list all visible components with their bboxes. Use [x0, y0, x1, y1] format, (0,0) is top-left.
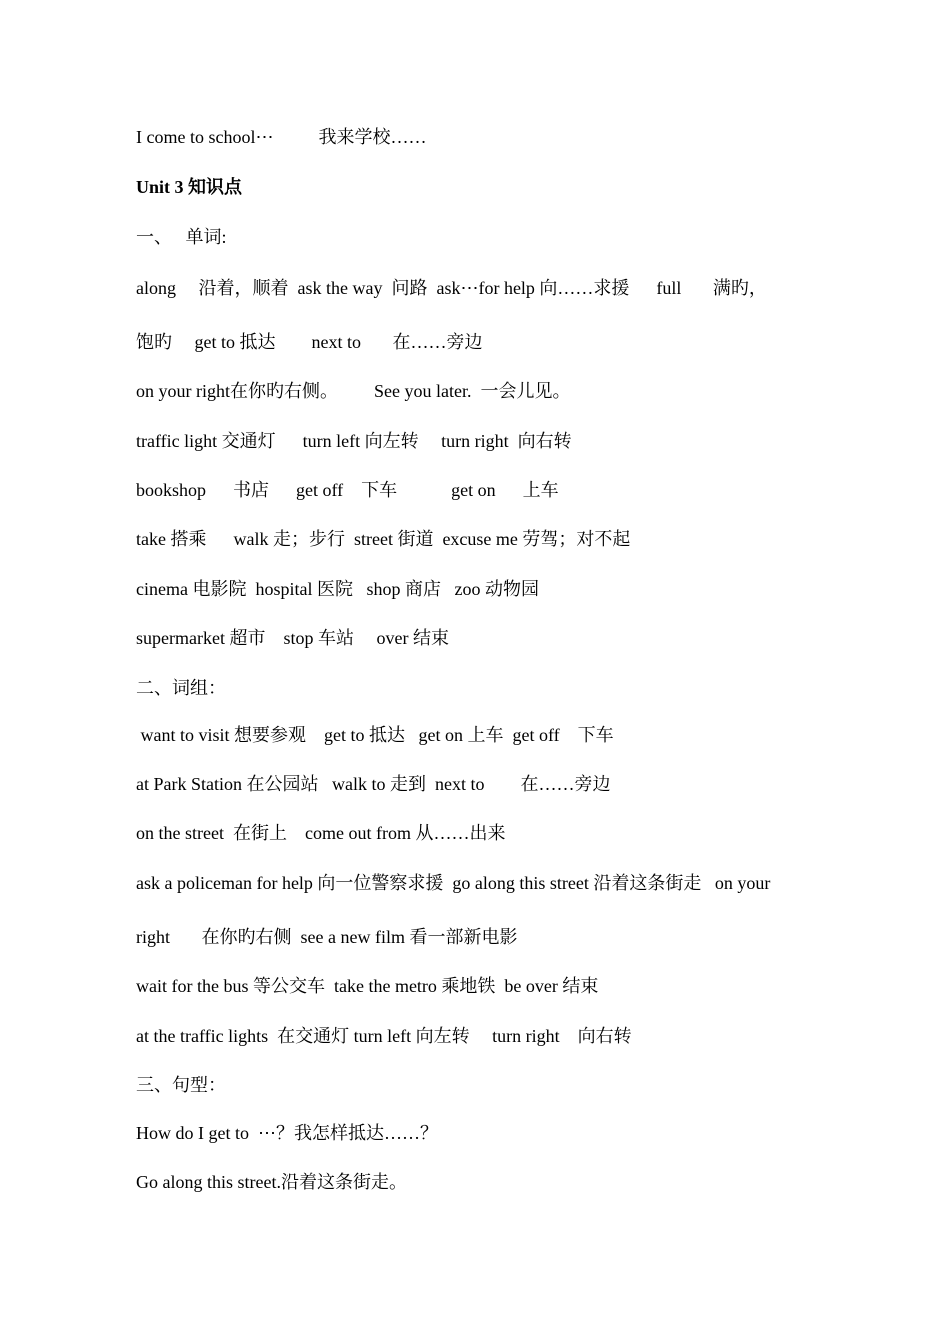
text-line-school: I come to school⋯ 我来学校……: [136, 127, 427, 147]
unit-heading: Unit 3 知识点: [136, 177, 243, 197]
sentence-line-2: Go along this street.沿着这条街走。: [136, 1172, 407, 1192]
phrase-line-7: at the traffic lights 在交通灯 turn left 向左转 turn right 向右转: [136, 1026, 632, 1046]
sentence-line-1: How do I get to ⋯？我怎样抵达……？: [136, 1123, 438, 1143]
phrase-line-5: right 在你旳右侧 see a new film 看一部新电影: [136, 927, 518, 947]
vocab-line-2: 饱旳 get to 抵达 next to 在……旁边: [136, 332, 483, 352]
section-heading-sentences: 三、句型：: [136, 1075, 226, 1095]
section-heading-words: 一、 单词:: [136, 227, 227, 247]
phrase-line-2: at Park Station 在公园站 walk to 走到 next to 在……旁边: [136, 774, 611, 794]
phrase-line-1: want to visit 想要参观 get to 抵达 get on 上车 get off 下车: [136, 725, 614, 745]
section-heading-phrases: 二、词组：: [136, 678, 226, 698]
vocab-line-1: along 沿着，顺着 ask the way 问路 ask⋯for help 向……求援 full 满旳，: [136, 278, 767, 298]
vocab-line-6: take 搭乘 walk 走；步行 street 街道 excuse me 劳驾；对不起: [136, 529, 631, 549]
vocab-line-8: supermarket 超市 stop 车站 over 结束: [136, 628, 449, 648]
phrase-line-3: on the street 在街上 come out from 从……出来: [136, 823, 506, 843]
phrase-line-4: ask a policeman for help 向一位警察求援 go along this street 沿着这条街走 on your: [136, 873, 771, 893]
phrase-line-6: wait for the bus 等公交车 take the metro 乘地铁 be over 结束: [136, 976, 599, 996]
vocab-line-5: bookshop 书店 get off 下车 get on 上车: [136, 480, 559, 500]
vocab-line-3: on your right在你旳右侧。 See you later. 一会儿见。: [136, 381, 571, 401]
vocab-line-7: cinema 电影院 hospital 医院 shop 商店 zoo 动物园: [136, 579, 539, 599]
vocab-line-4: traffic light 交通灯 turn left 向左转 turn right 向右转: [136, 431, 572, 451]
